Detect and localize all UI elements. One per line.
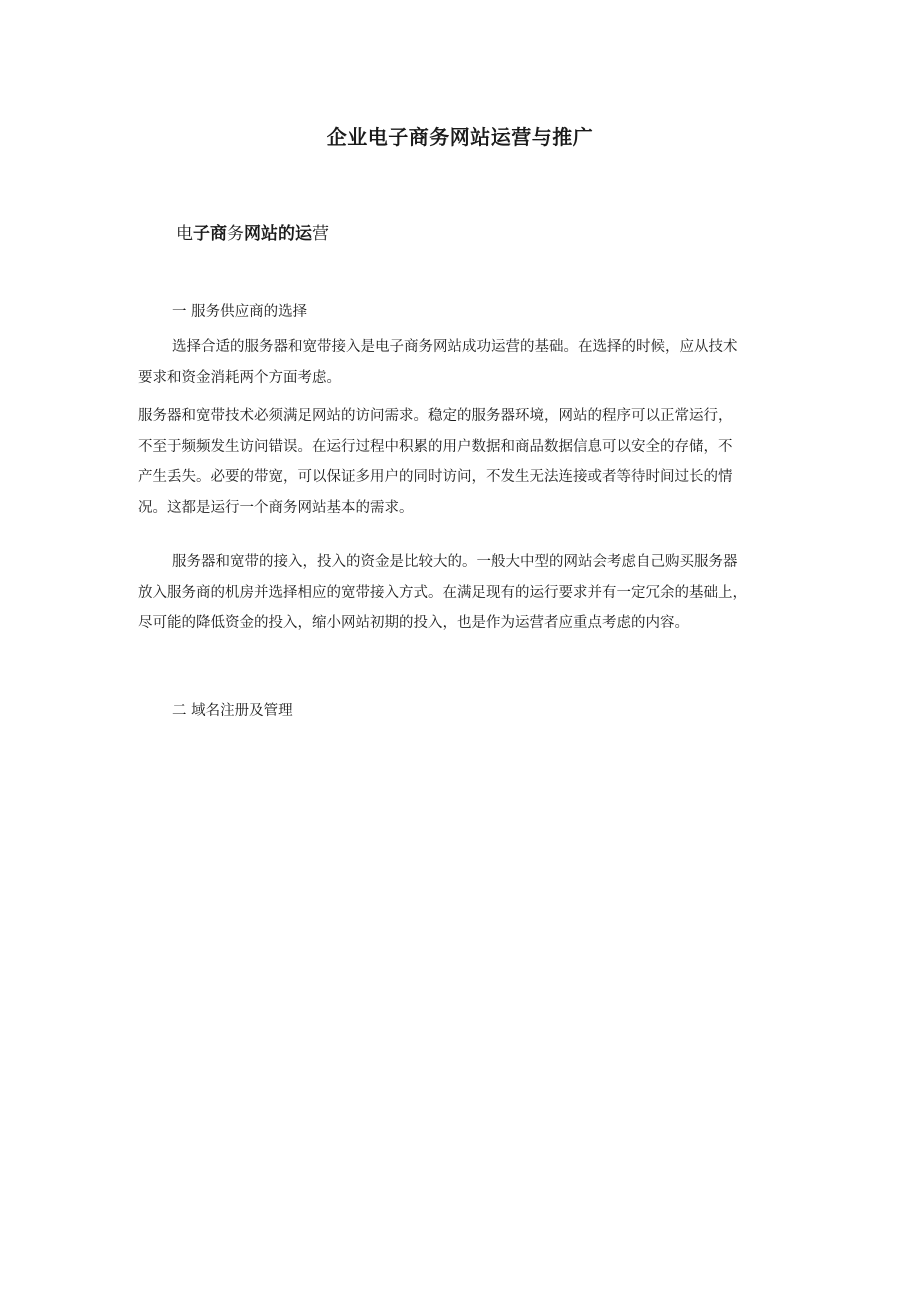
- section-heading-part: 网站的运: [244, 224, 312, 244]
- section-heading-part: 务: [227, 224, 244, 244]
- paragraph-line: 要求和资金消耗两个方面考虑。: [138, 369, 341, 386]
- paragraph-line: 况。这都是运行一个商务网站基本的需求。: [138, 500, 414, 517]
- paragraph-line: 选择合适的服务器和宽带接入是电子商务网站成功运营的基础。在选择的时候，应从技术: [172, 339, 738, 355]
- paragraph: [138, 332, 810, 393]
- paragraph-line: 不至于频频发生访问错误。在运行过程中积累的用户数据和商品数据信息可以安全的存储，不: [138, 438, 733, 455]
- section-heading-part: 子商: [193, 224, 227, 244]
- section-heading-part: 电: [176, 224, 193, 244]
- paragraph-line: 尽可能的降低资金的投入，缩小网站初期的投入，也是作为运营者应重点考虑的内容。: [138, 615, 689, 632]
- document-title: 企业电子商务网站运营与推广: [326, 125, 594, 149]
- section-heading-part: 营: [312, 224, 329, 244]
- paragraph: [138, 401, 810, 524]
- paragraph-line: 产生丢失。必要的带宽，可以保证多用户的同时访问，不发生无法连接或者等待时间过长的情: [138, 469, 733, 486]
- paragraph-line: 放入服务商的机房并选择相应的宽带接入方式。在满足现有的运行要求并有一定冗余的基础上，: [138, 584, 747, 601]
- paragraph: [138, 547, 810, 639]
- subsection-heading-service-provider: 一 服务供应商的选择: [172, 304, 308, 320]
- paragraph-line: 服务器和宽带技术必须满足网站的访问需求。稳定的服务器环境，网站的程序可以正常运行，: [138, 408, 733, 424]
- subsection-heading-domain-registration: 二 域名注册及管理: [172, 703, 293, 719]
- paragraph-line: 服务器和宽带的接入，投入的资金是比较大的。一般大中型的网站会考虑自己购买服务器: [172, 554, 738, 570]
- section-heading: [176, 219, 329, 244]
